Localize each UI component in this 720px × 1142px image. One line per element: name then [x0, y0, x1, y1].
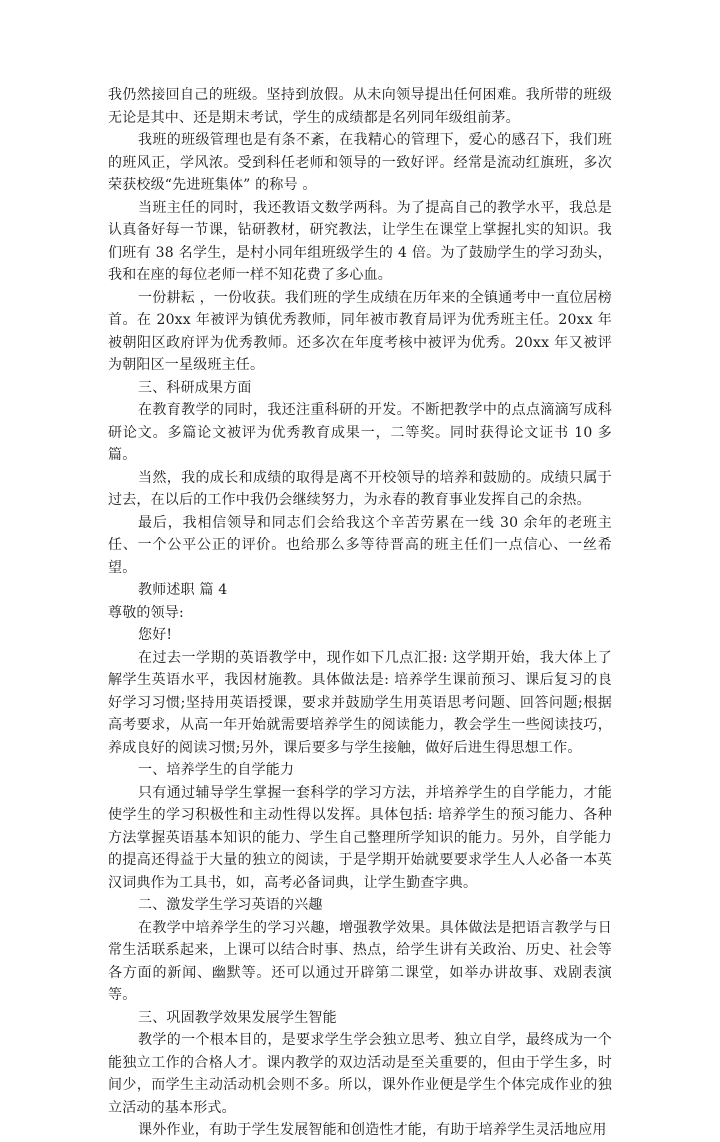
greeting: 您好!: [138, 627, 173, 643]
paragraph-gratitude: 当然，我的成长和成绩的取得是离不开校领导的培养和鼓励的。成绩只属于过去，在以后的工作中我仍会继续努力，为永春的教育事业发挥自己的余热。: [108, 469, 612, 508]
paragraph-closing: 最后，我相信领导和同志们会给我这个辛苦劳累在一线 30 余年的老班主任、一个公平公正的评价。也给那么多等待晋高的班主任们一点信心、一丝希望。: [108, 514, 612, 576]
section-heading-research: 三、科研成果方面: [138, 379, 252, 396]
document-page: [108, 84, 612, 1142]
section-heading-interest: 二、激发学生学习英语的兴趣: [138, 897, 323, 913]
paragraph-class-continuation: 我仍然接回自己的班级。坚持到放假。从未向领导提出任何困难。我所带的班级无论是其中、还是期末考试，学生的成绩都是名列同年级组前茅。: [108, 87, 612, 126]
paragraph-self-study: 只有通过辅导学生掌握一套科学的学习方法，并培养学生的自学能力，才能使学生的学习积极性和主动性得以发挥。具体包括: 培养学生的预习能力、各种方法掌握英语基本知识的能力、学生自己整理所学知识的能力。另外，自学能力的提高还得益于大量的独立的阅读，于是学期开始就要要求学生人人必备一本英汉词典作为工具书，如，高考必备词典，让学生勤查字典。: [108, 784, 612, 891]
paragraph-interest: 在教学中培养学生的学习兴趣，增强教学效果。具体做法是把语言教学与日常生活联系起来，上课可以结合时事、热点，给学生讲有关政治、历史、社会等各方面的新闻、幽默等。还可以通过开辟第二课堂，如举办讲故事、戏剧表演等。: [108, 919, 612, 1003]
section-heading-consolidate: 三、巩固教学效果发展学生智能: [138, 1009, 337, 1026]
paragraph-homework: 课外作业，有助于学生发展智能和创造性才能，有助于培养学生灵活地应用: [138, 1122, 607, 1138]
section-heading-self-study: 一、培养学生的自学能力: [138, 762, 295, 778]
paragraph-consolidate: 教学的一个根本目的，是要求学生学会独立思考、独立自学，最终成为一个能独立工作的合格人才。课内教学的双边活动是至关重要的，但由于学生多，时间少，而学生主动活动机会则不多。所以，课外作业便是学生个体完成作业的独立活动的基本形式。: [108, 1032, 612, 1116]
salutation: 尊敬的领导:: [108, 604, 184, 621]
document-section-title: 教师述职 篇 4: [138, 582, 228, 598]
paragraph-english-teaching-intro: 在过去一学期的英语教学中，现作如下几点汇报: 这学期开始，我大体上了解学生英语水平，我因材施教。具体做法是: 培养学生课前预习、课后复习的良好学习习惯;坚持用英语授课，要求并鼓励学生用英语思考问题、回答问题;根据高考要求，从高一年开始就需要培养学生的阅读能力，教会学生一些阅读技巧，养成良好的阅读习惯;另外，课后要多与学生接触，做好后进生得思想工作。: [108, 649, 612, 756]
paragraph-class-management: 我班的班级管理也是有条不紊，在我精心的管理下，爱心的感召下，我们班的班风正，学风浓。受到科任老师和领导的一致好评。经常是流动红旗班，多次荣获校级“先进班集体” 的称号 。: [108, 132, 612, 193]
paragraph-teaching-subjects: 当班主任的同时，我还教语文数学两科。为了提高自己的教学水平，我总是认真备好每一节课，钻研教材，研究教法，让学生在课堂上掌握扎实的知识。我们班有 38 名学生，是村小同年组班级学生的 4 倍。为了鼓励学生的学习劲头，我和在座的每位老师一样不知花费了多心血。: [108, 199, 612, 283]
paragraph-research: 在教育教学的同时，我还注重科研的开发。不断把教学中的点点滴滴写成科研论文。多篇论文被评为优秀教育成果一，二等奖。同时获得论文证书 10 多篇。: [108, 402, 612, 463]
paragraph-achievements: 一份耕耘 ，一份收获。我们班的学生成绩在历年来的全镇通考中一直位居榜首。在 20xx 年被评为镇优秀教师，同年被市教育局评为优秀班主任。20xx 年被朝阳区政府评为优秀教师。还多次在年度考核中被评为优秀。20xx 年又被评为朝阳区一星级班主任。: [108, 289, 612, 373]
